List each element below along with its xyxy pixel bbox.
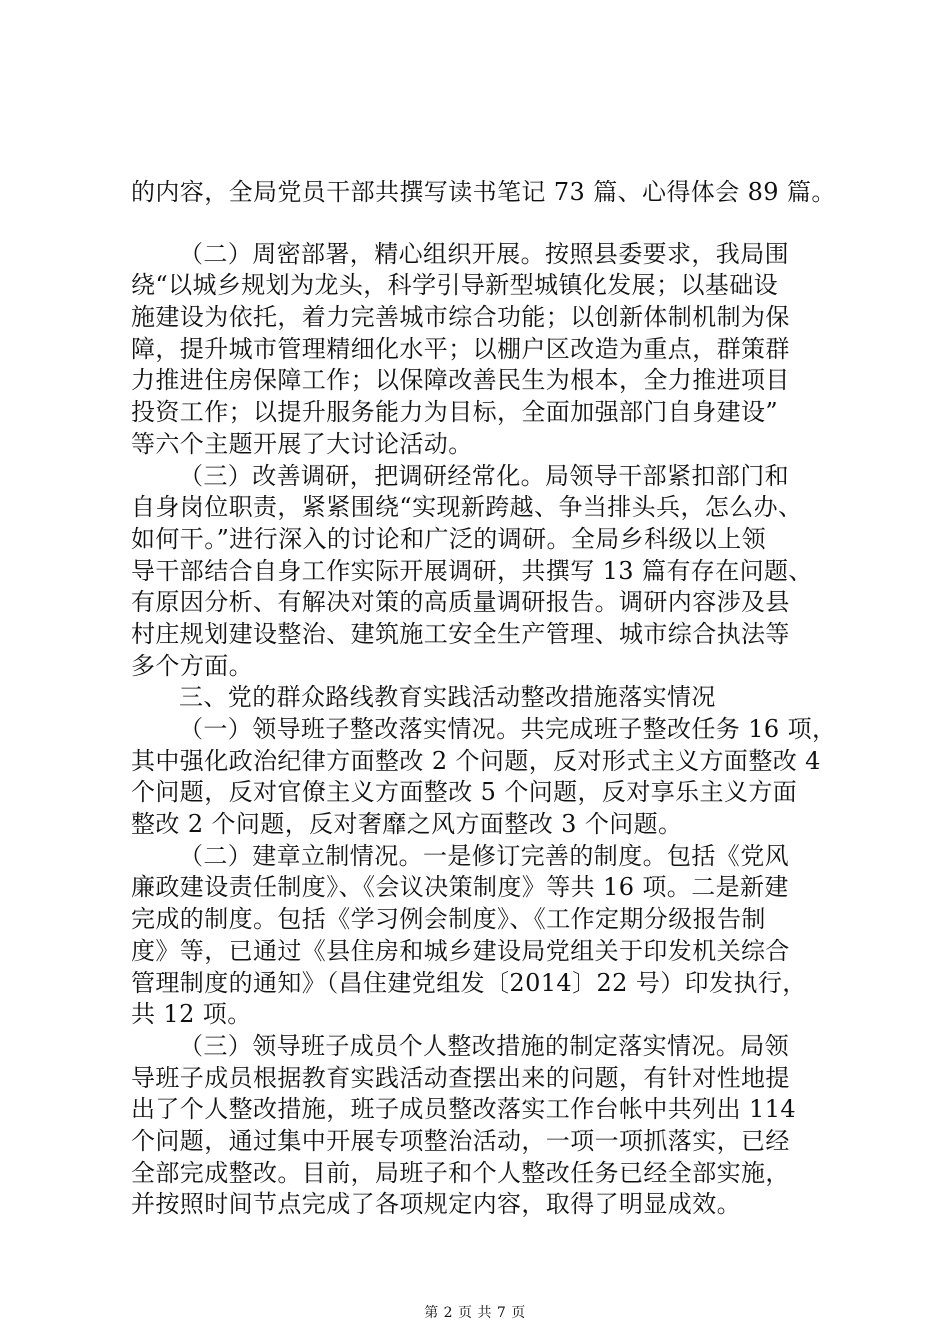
paragraph-gap [131, 209, 831, 239]
text-line: 多个方面。 [131, 651, 253, 680]
text-line: （二）周密部署，精心组织开展。按照县委要求，我局围 [179, 239, 789, 268]
text-line: 障，提升城市管理精细化水平；以棚户区改造为重点，群策群 [131, 334, 790, 363]
text-line: 投资工作；以提升服务能力为目标，全面加强部门自身建设” [131, 398, 779, 427]
text-line: 出了个人整改措施，班子成员整改落实工作台帐中共列出 114 [131, 1095, 797, 1124]
text-line: 廉政建设责任制度》、《会议决策制度》等共 16 项。二是新建 [131, 873, 789, 902]
text-line: 共 12 项。 [131, 1000, 252, 1029]
text-line: 整改 2 个问题，反对奢靡之风方面整改 3 个问题。 [131, 810, 683, 839]
text-line: 自身岗位职责，紧紧围绕“实现新跨越、争当排头兵，怎么办、 [131, 493, 803, 522]
text-line: 导干部结合自身工作实际开展调研，共撰写 13 篇有存在问题、 [131, 556, 813, 585]
text-line: 个问题，通过集中开展专项整治活动，一项一项抓落实，已经 [131, 1126, 790, 1155]
text-line: 施建设为依托，着力完善城市综合功能；以创新体制机制为保 [131, 303, 790, 332]
text-line: 并按照时间节点完成了各项规定内容，取得了明显成效。 [131, 1190, 741, 1219]
text-line: 其中强化政治纪律方面整改 2 个问题，反对形式主义方面整改 4 [131, 746, 821, 775]
text-line: 管理制度的通知》（昌住建党组发〔2014〕22 号）印发执行， [131, 968, 807, 997]
text-line: （三）领导班子成员个人整改措施的制定落实情况。局领 [179, 1031, 789, 1060]
text-line: 的内容，全局党员干部共撰写读书笔记 73 篇、心得体会 89 篇。 [131, 178, 836, 206]
text-line: 等六个主题开展了大讨论活动。 [131, 429, 473, 458]
text-line: 村庄规划建设整治、建筑施工安全生产管理、城市综合执法等 [131, 619, 790, 648]
text-line: 个问题，反对官僚主义方面整改 5 个问题，反对享乐主义方面 [131, 778, 798, 807]
text-line: 全部完成整改。目前，局班子和个人整改任务已经全部实施， [131, 1158, 790, 1187]
text-line: 导班子成员根据教育实践活动查摆出来的问题，有针对性地提 [131, 1063, 790, 1092]
text-line: 完成的制度。包括《学习例会制度》、《工作定期分级报告制 [131, 905, 766, 934]
text-line: 有原因分析、有解决对策的高质量调研报告。调研内容涉及县 [131, 588, 790, 617]
text-line: （一）领导班子整改落实情况。共完成班子整改任务 16 项， [179, 715, 837, 743]
section-heading: 三、党的群众路线教育实践活动整改措施落实情况 [179, 683, 716, 712]
page-footer: 第 2 页 共 7 页 [424, 1305, 526, 1321]
text-line: 力推进住房保障工作；以保障改善民生为根本，全力推进项目 [131, 366, 790, 395]
text-line: 度》等，已通过《县住房和城乡建设局党组关于印发机关综合 [131, 936, 790, 965]
text-line: （二）建章立制情况。一是修订完善的制度。包括《党风 [179, 841, 789, 870]
text-line: 如何干。”进行深入的讨论和广泛的调研。全局乡科级以上领 [131, 524, 767, 553]
body-text [131, 177, 837, 1221]
text-line: （三）改善调研，把调研经常化。局领导干部紧扣部门和 [179, 461, 789, 490]
text-line: 绕“以城乡规划为龙头，科学引导新型城镇化发展；以基础设 [131, 271, 779, 300]
